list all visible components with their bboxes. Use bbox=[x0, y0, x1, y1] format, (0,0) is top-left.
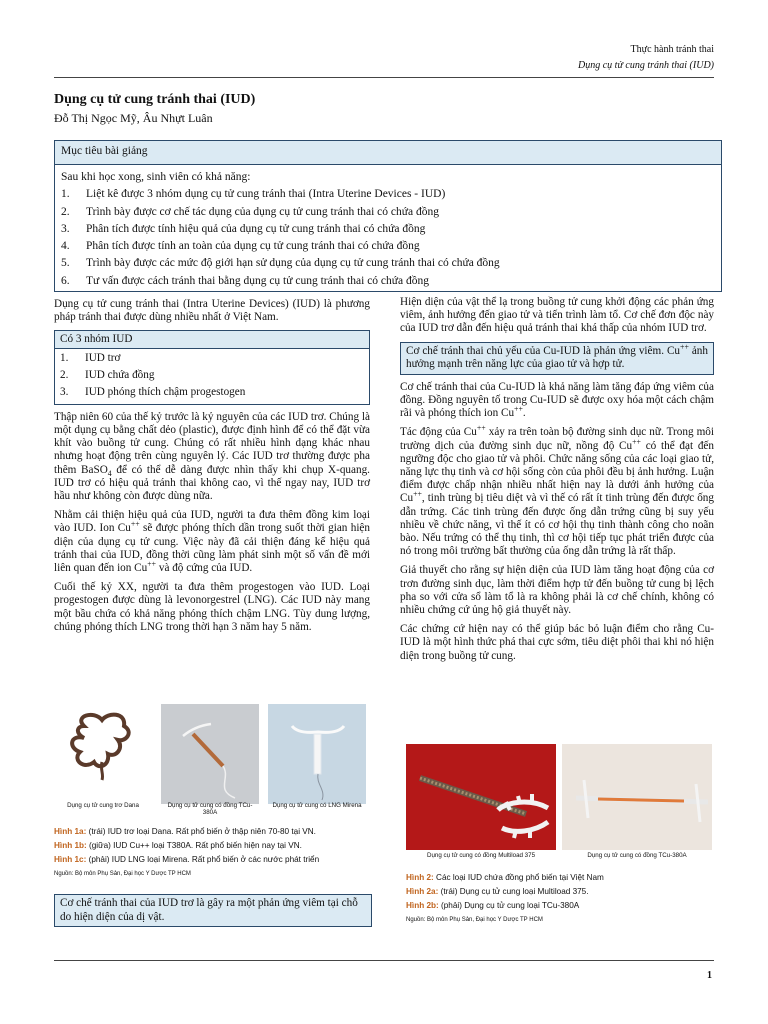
figure-1b-caption: Hình 1b: (giữa) IUD Cu++ loại T380A. Rất phổ biến hiện nay tại VN. bbox=[54, 841, 302, 850]
multiload-iud-illustration bbox=[406, 744, 556, 850]
iud-group-item: 3. IUD phóng thích chậm progestogen bbox=[60, 386, 246, 399]
paragraph-foreign-body: Hiện diện của vật thể lạ trong buồng tử cung khởi động các phản ứng viêm, ảnh hưởng đến giao tử và tiến trình làm tổ. Cơ chế đơn độc này của IUD trơ dẫn đến hiệu quả tránh thai khá thấp của nhóm IUD trơ. bbox=[400, 296, 714, 335]
figure-1c-image bbox=[268, 704, 366, 804]
figure-1a-image bbox=[54, 704, 152, 804]
paragraph-inert-iud: Thập niên 60 của thế kỷ trước là kỷ nguyên của các IUD trơ. Chúng là một dụng cụ bằng chất dẻo (plastic), được định hình để có thể đặt vừa khít vào buồng tử cung. Chúng có rất nhiều hình dạng khác nhau nhưng hoạt động trên cùng nguyên lý. Các IUD trơ thường được pha thêm BaSO$_4$ để có thể dễ dàng được nhìn thấy khi chụp X-quang. IUD trơ có hiệu quả tránh thai không cao, vì thế ngay nay, IUD trơ hầu như không còn được dùng nữa. bbox=[54, 410, 370, 503]
objectives-intro: Sau khi học xong, sinh viên có khả năng: bbox=[61, 171, 251, 183]
objectives-box bbox=[54, 140, 722, 292]
intro-paragraph: Dụng cụ tử cung tránh thai (Intra Uterine Devices) (IUD) là phương pháp tránh thai được dùng nhiều nhất ở Việt Nam. bbox=[54, 298, 370, 324]
figure-1-source: Nguồn: Bộ môn Phụ Sản, Đại học Y Dược TP HCM bbox=[54, 871, 191, 877]
page-number: 1 bbox=[707, 970, 712, 981]
figure-2-caption: Hình 2: Các loại IUD chứa đồng phổ biến tại Việt Nam bbox=[406, 873, 604, 882]
figure-2b-label: Dụng cụ tử cung có đồng TCu-380A bbox=[587, 852, 687, 859]
iud-group-item: 1. IUD trơ bbox=[60, 351, 121, 364]
paragraph-lng-iud: Cuối thế kỷ XX, người ta đưa thêm progestogen vào IUD. Loại progestogen được dùng là levonorgestrel (LNG). Các IUD này mang một bầu chứa có khả năng phóng thích chậm LNG. Tùy dung lượng, chúng phóng thích LNG trong thời hạn 3 năm hay 5 năm. bbox=[54, 581, 370, 633]
running-header-title: Thực hành tránh thai bbox=[630, 44, 714, 55]
paragraph-copper-mechanism: Cơ chế tránh thai của Cu-IUD là khả năng làm tăng đáp ứng viêm của đồng. Đồng nguyên tố trong Cu-IUD sẽ được oxy hóa một cách chậm rãi và phóng thích ion Cu++. bbox=[400, 380, 714, 420]
objective-item: 2. Trình bày được cơ chế tác dụng của dụng cụ tử cung tránh thai có chứa đồng bbox=[61, 205, 439, 218]
authors: Đỗ Thị Ngọc Mỹ, Âu Nhựt Luân bbox=[54, 111, 213, 125]
paragraph-copper-iud: Nhằm cải thiện hiệu quả của IUD, người ta đưa thêm đồng kim loại vào IUD. Ion Cu++ sẽ được phóng thích dần trong suốt thời gian hiện diện của dụng cụ tử cung. Việc này đã cải thiện đáng kể hiệu quả tránh thai của IUD, đồng thời cũng làm phát sinh một số vấn đề mới liên quan đến ion Cu++ và độ cứng của IUD. bbox=[54, 509, 370, 575]
running-header-subtitle: Dụng cụ tử cung tránh thai (IUD) bbox=[578, 60, 714, 71]
dana-iud-illustration bbox=[54, 704, 152, 804]
inert-iud-callout: Cơ chế tránh thai của IUD trơ là gây ra một phản ứng viêm tại chỗ do hiện diện của dị vật. bbox=[54, 894, 372, 927]
figure-1a-label: Dụng cụ tử cung trơ Dana bbox=[67, 802, 139, 809]
figure-1a-caption: Hình 1a: (trái) IUD trơ loại Dana. Rất phổ biến ở thập niên 70-80 tại VN. bbox=[54, 827, 316, 836]
iud-group-item: 2. IUD chứa đồng bbox=[60, 369, 155, 382]
figure-2a-label: Dụng cụ tử cung có đồng Multiload 375 bbox=[426, 852, 536, 859]
figure-1b-label: Dụng cụ tử cung có đồng TCu-380A bbox=[167, 802, 253, 816]
figure-2-captions bbox=[406, 871, 716, 927]
figure-2-source: Nguồn: Bộ môn Phụ Sản, Đại học Y Dược TP HCM bbox=[406, 917, 543, 923]
figure-2a-image bbox=[406, 744, 556, 850]
tcu380a-iud-photo-illustration bbox=[562, 744, 712, 850]
figure-1c-caption: Hình 1c: (phải) IUD LNG loại Mirena. Rất phổ biến ở các nước phát triển bbox=[54, 855, 320, 864]
iud-groups-heading: Có 3 nhóm IUD bbox=[55, 331, 369, 348]
objective-item: 6. Tư vấn được cách tránh thai bằng dụng cụ tử cung tránh thai có chứa đồng bbox=[61, 274, 430, 287]
footer-rule bbox=[54, 960, 714, 961]
tcu380a-iud-illustration bbox=[161, 704, 259, 804]
objective-item: 1. Liệt kê được 3 nhóm dụng cụ tử cung tránh thai (Intra Uterine Devices - IUD) bbox=[61, 188, 446, 201]
figure-1c-label: Dụng cụ tử cung có LNG Mirena bbox=[272, 802, 362, 809]
paragraph-hypothesis: Giả thuyết cho rằng sự hiện diện của IUD làm tăng hoạt động của cơ trơn đường sinh dục, làm thời điểm hợp tử đến buồng tử cung bị lệch pha so với cửa sổ làm tổ là ra không phải là cơ chế chính, không có nhiều chứng cứ ủng hộ giả thuyết này. bbox=[400, 564, 714, 617]
copper-mechanism-callout: Cơ chế tránh thai chủ yếu của Cu-IUD là phản ứng viêm. Cu++ ảnh hưởng mạnh trên năng lực của giao tử và hợp tử. bbox=[400, 342, 714, 375]
figure-1 bbox=[54, 704, 370, 822]
figure-2b-caption: Hình 2b: (phải) Dụng cụ tử cung loại TCu-380A bbox=[406, 901, 580, 910]
objective-item: 5. Trình bày được các mức độ giới hạn sử dụng của dụng cụ tử cung tránh thai có chứa đồng bbox=[61, 257, 500, 270]
iud-groups-box bbox=[54, 330, 370, 404]
figure-1b-image bbox=[161, 704, 259, 804]
objectives-heading: Mục tiêu bài giảng bbox=[55, 141, 721, 165]
left-column bbox=[54, 298, 370, 640]
right-column bbox=[400, 296, 714, 669]
page-title: Dụng cụ tử cung tránh thai (IUD) bbox=[54, 92, 256, 107]
figure-2 bbox=[406, 744, 712, 870]
paragraph-evidence: Các chứng cứ hiện nay có thể giúp bác bỏ luận điểm cho rằng Cu-IUD là một hình thức phá thai cực sớm, tiêu diệt phôi thai khi nó hiện diện trong buồng tử cung. bbox=[400, 623, 714, 662]
paragraph-copper-effects: Tác động của Cu++ xảy ra trên toàn bộ đường sinh dục nữ. Trong môi trường dịch của đường sinh dục nữ, nồng độ Cu++ có thể đạt đến ngưỡng độc cho giao tử và phôi. Chức năng sống của các loại giao tử, năng lực thụ tinh và cơ hội sống còn của phôi đều bị ảnh hưởng. Luận điểm được chấp nhận nhiều nhất hiện nay là dưới ảnh hưởng của Cu++, tinh trùng bị tiêu diệt và vì thế có rất ít tinh trùng đến được ống dẫn trứng. Các tinh trùng đến được ống dẫn trứng cũng bị suy yếu nhiều về chức năng, vì thế ít có cơ hội thụ tinh thành công cho noãn bào. Nếu trứng có thể thụ tinh, thì cơ hội tiếp tục phát triển được của nó trong môi trường bất thường của ống dẫn trứng là rất thấp. bbox=[400, 423, 714, 558]
header-rule bbox=[54, 77, 714, 78]
figure-1-captions bbox=[54, 825, 384, 881]
objectives-list bbox=[61, 186, 715, 290]
mirena-iud-illustration bbox=[268, 704, 366, 804]
figure-2a-caption: Hình 2a: (trái) Dụng cụ tử cung loại Multiload 375. bbox=[406, 887, 589, 896]
figure-2b-image bbox=[562, 744, 712, 850]
objective-item: 4. Phân tích được tính an toàn của dụng cụ tử cung tránh thai có chứa đồng bbox=[61, 240, 420, 253]
iud-groups-list bbox=[55, 349, 369, 404]
objective-item: 3. Phân tích được tính hiệu quả của dụng cụ tử cung tránh thai có chứa đồng bbox=[61, 222, 426, 235]
